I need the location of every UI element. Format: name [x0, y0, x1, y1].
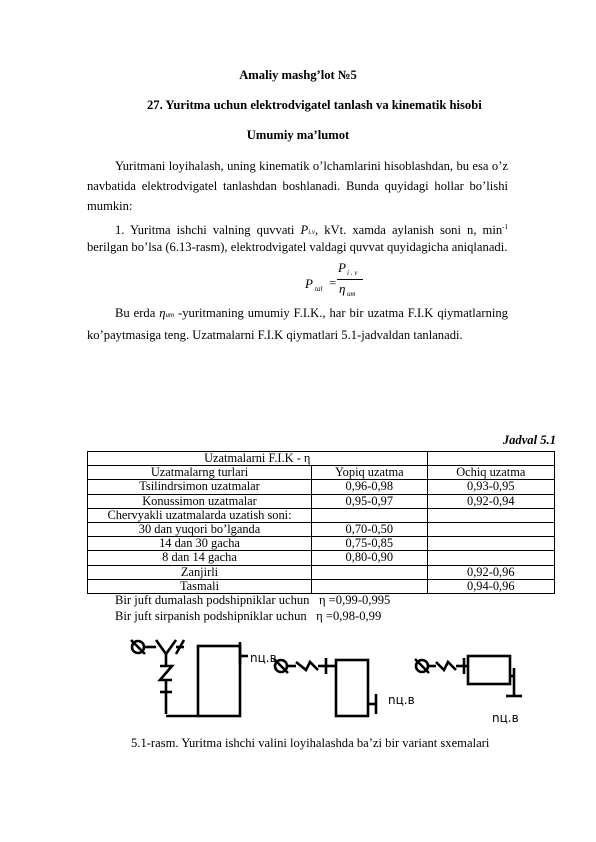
rolling-value: η =0,99-0,995 [318, 593, 391, 607]
row-closed: 0,75-0,85 [312, 537, 428, 551]
scheme-2 [274, 658, 376, 716]
bearing-note-rolling [115, 593, 390, 608]
sliding-value: η =0,98-0,99 [316, 609, 382, 623]
table-row [88, 480, 555, 494]
paragraph-intro: Yuritmani loyihalash, uning kinematik o’lchamlarini hisoblashdan, bu esa o’z navbatida elektrodvigatel tanlashdan boshlanadi. Bunda quyidagi hollar bo’lishi mumkin: [87, 159, 508, 213]
paragraph-case1-cont: berilgan bo’lsa (6.13-rasm), elektrodvigatel valdagi quvvat quyidagicha aniqlanadi. [87, 240, 508, 254]
row-open [427, 537, 554, 551]
efficiency-table [87, 451, 555, 594]
row-closed: 0,70-0,50 [312, 522, 428, 536]
label-n-3: nц.в [492, 711, 519, 725]
label-n-2: nц.в [388, 693, 415, 707]
header-open: Ochiq uzatma [427, 466, 554, 480]
figure-caption: 5.1-rasm. Yuritma ishchi valini loyihalashda ba’zi bir variant sxemalari [131, 736, 490, 750]
table-header-row [88, 466, 555, 480]
rolling-label: Bir juft dumalash podshipniklar uchun [115, 593, 310, 607]
row-type: 30 dan yuqori bo’lganda [88, 522, 312, 536]
paragraph-efficiency [87, 303, 508, 345]
header-type: Uzatmalarng turlari [88, 466, 312, 480]
row-open: 0,92-0,96 [427, 565, 554, 579]
row-closed [312, 579, 428, 593]
table-title-empty [427, 452, 554, 466]
table-caption: Jadval 5.1 [502, 433, 556, 447]
topic-title: 27. Yuritma uchun elektrodvigatel tanlash va kinematik hisobi [147, 98, 482, 112]
row-closed: 0,95-0,97 [312, 494, 428, 508]
formula-denominator: η [339, 281, 346, 296]
table-title-row [88, 452, 555, 466]
table-title: Uzatmalarni F.I.K - η [88, 452, 428, 466]
row-type: Zanjirli [88, 565, 312, 579]
gearbox-box [468, 656, 510, 684]
section-heading: Umumiy ma’lumot [246, 128, 350, 142]
power-subscript: i.v [308, 228, 316, 236]
label-n-1: nц.в [250, 651, 277, 665]
row-open [427, 551, 554, 565]
fraction-bar [337, 279, 363, 280]
formula-lhs-sub: tal [315, 285, 323, 293]
table-row [88, 537, 555, 551]
formula-denominator-sub: um [347, 290, 356, 298]
row-type: 8 dan 14 gacha [88, 551, 312, 565]
efficiency-text-b: -yuritmaning umumiy F.I.K., har bir uzatma F.I.K qiymatlarning ko’paytmasiga teng. Uzatmalarni F.I.K qiymatlari 5.1-jadvaldan tanlanadi. [87, 306, 508, 342]
drive-schemes-figure [126, 634, 526, 726]
row-type: Tasmali [88, 579, 312, 593]
header-closed: Yopiq uzatma [312, 466, 428, 480]
table-row [88, 579, 555, 593]
power-formula [305, 260, 385, 300]
row-type: 14 dan 30 gacha [88, 537, 312, 551]
eta-subscript: um [165, 311, 175, 319]
efficiency-text-a: Bu erda [115, 306, 156, 320]
row-closed [312, 565, 428, 579]
row-type: Chervyakli uzatmalarda uzatish soni: [88, 508, 312, 522]
gearbox-box [336, 660, 368, 716]
row-closed: 0,96-0,98 [312, 480, 428, 494]
table-row [88, 551, 555, 565]
row-open [427, 522, 554, 536]
formula-numerator-sub: i . v [347, 269, 358, 277]
table-row [88, 494, 555, 508]
scheme-3 [415, 656, 522, 696]
formula-equals: = [329, 275, 337, 290]
practice-title: Amaliy mashg’lot №5 [239, 68, 357, 82]
table-row [88, 565, 555, 579]
row-open: 0,93-0,95 [427, 480, 554, 494]
formula-numerator: P [338, 260, 346, 275]
scheme-1 [131, 640, 248, 716]
row-type: Konussimon uzatmalar [88, 494, 312, 508]
power-symbol: P [300, 223, 309, 237]
row-open: 0,92-0,94 [427, 494, 554, 508]
eta-symbol: η [159, 306, 166, 320]
row-closed: 0,80-0,90 [312, 551, 428, 565]
gearbox-box [198, 646, 240, 716]
table-row [88, 522, 555, 536]
formula-lhs: P [305, 276, 313, 291]
row-open: 0,94-0,96 [427, 579, 554, 593]
rpm-superscript: -1 [502, 223, 508, 231]
sliding-label: Bir juft sirpanish podshipniklar uchun [115, 609, 307, 623]
case1-text-a: 1. Yuritma ishchi valning quvvati [115, 223, 295, 237]
row-open [427, 508, 554, 522]
bearing-note-sliding [115, 609, 381, 624]
row-type: Tsilindrsimon uzatmalar [88, 480, 312, 494]
case1-text-b: , kVt. xamda aylanish soni n, min [315, 223, 503, 237]
table-row [88, 508, 555, 522]
row-closed [312, 508, 428, 522]
